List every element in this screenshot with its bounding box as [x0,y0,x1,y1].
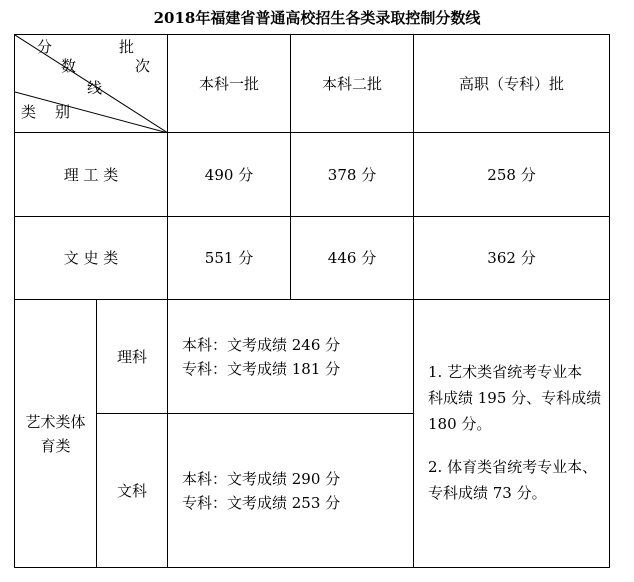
table-header-row [15,35,610,133]
note-item1-line2: 科成绩 195 分、专科成绩 [428,388,602,407]
corner-char-bie: 别 [55,103,71,121]
note-item1-line1: 1. 艺术类省统考专业本 [428,363,583,381]
note-item2-line2: 专科成绩 73 分。 [428,484,547,503]
row-label-science: 理 工 类 [15,133,168,217]
table-row-science [15,133,610,217]
cell-liberal-tier2: 446 分 [291,217,414,300]
row-label-liberal: 文 史 类 [15,217,168,300]
table-row-liberal [15,217,610,300]
corner-char-lei: 类 [21,103,37,121]
sublabel-arts-liberal: 文科 [97,414,168,568]
cell-science-vocational: 258 分 [414,133,610,217]
header-corner-cell [15,35,168,133]
cell-arts-liberal-scores [168,414,414,568]
cell-science-tier1: 490 分 [168,133,291,217]
cell-science-tier2: 378 分 [291,133,414,217]
page-title: 2018年福建省普通高校招生各类录取控制分数线 [153,9,481,27]
cell-liberal-tier1: 551 分 [168,217,291,300]
score-table [14,34,610,568]
arts-label-line2: 育类 [40,436,71,455]
cell-arts-note [414,300,610,568]
corner-char-fen: 分 [37,38,53,56]
column-header-1: 本科一批 [168,35,291,133]
arts-science-line1: 本科：文考成绩 246 分 [182,335,341,354]
column-header-2: 本科二批 [291,35,414,133]
row-label-arts-sports [15,300,97,568]
sublabel-arts-science: 理科 [97,300,168,414]
corner-char-ci: 次 [135,57,151,75]
arts-liberal-line2: 专科：文考成绩 253 分 [182,493,341,512]
corner-char-shu: 数 [61,57,77,75]
corner-char-xian: 线 [87,79,103,97]
arts-liberal-line1: 本科：文考成绩 290 分 [182,469,341,488]
corner-char-pi: 批 [119,38,135,56]
cell-arts-science-scores [168,300,414,414]
note-item2-line1: 2. 体育类省统考专业本、 [428,458,598,477]
note-item1-line3: 180 分。 [428,414,492,433]
arts-science-line2: 专科：文考成绩 181 分 [182,359,341,378]
column-header-3: 高职（专科）批 [414,35,610,133]
cell-liberal-vocational: 362 分 [414,217,610,300]
table-row-arts-science [15,300,610,414]
arts-label-line1: 艺术类体 [25,412,86,431]
